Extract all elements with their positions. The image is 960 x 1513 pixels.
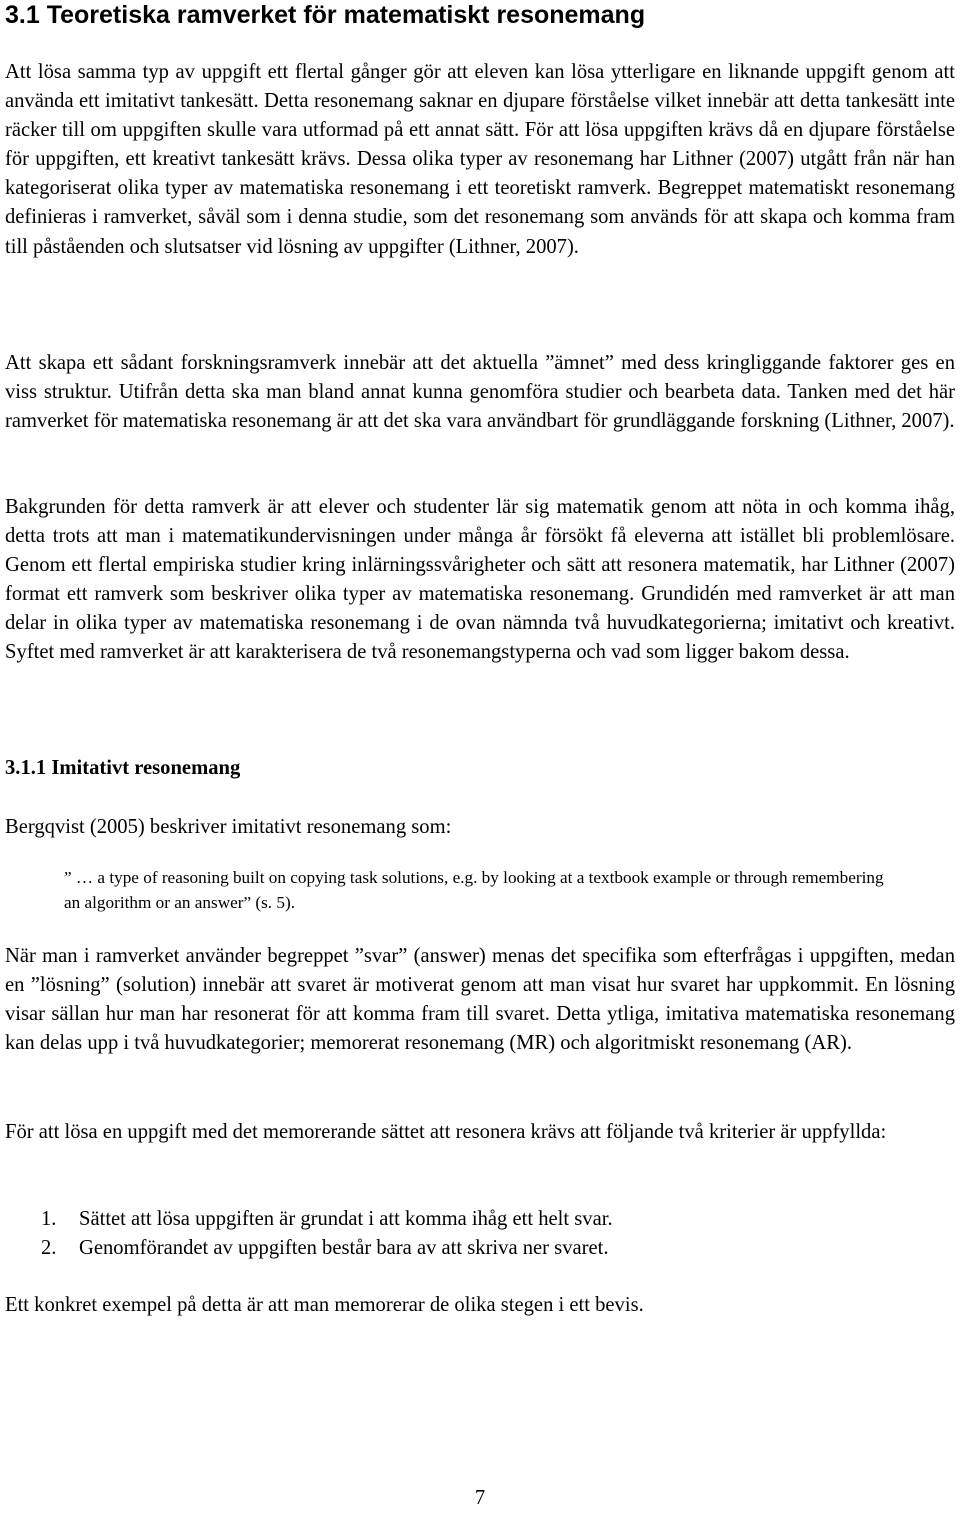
list-item-text: Sättet att lösa uppgiften är grundat i att komma ihåg ett helt svar. [79, 1208, 613, 1230]
list-item [5, 1205, 955, 1234]
paragraph-framework-structure: Att skapa ett sådant forskningsramverk innebär att det aktuella ”ämnet” med dess kringliggande faktorer ges en viss struktur. Utifrån detta ska man bland annat kunna genomföra studier och bearbeta data. Tanken med det här ramverket för matematiska resonemang är att det ska vara användbart för grundläggande forskning (Lithner, 2007). [5, 352, 955, 433]
page-number: 7 [474, 1487, 486, 1509]
list-item-text: Genomförandet av uppgiften består bara av att skriva ner svaret. [79, 1237, 609, 1259]
paragraph-framework-background: Bakgrunden för detta ramverk är att elever och studenter lär sig matematik genom att nöta in och komma ihåg, detta trots att man i matematikundervisningen under många år försökt få eleverna att istället bli problemlösare. Genom ett flertal empiriska studier kring inlärningssvårigheter och sätt att resonera matematik, har Lithner (2007) format ett ramverk som beskriver olika typer av matematiska resonemang. Grundidén med ramverket är att man delar in olika typer av matematiska resonemang i de ovan nämnda två huvudkategorierna; imitativt och kreativt. Syftet med ramverket är att karakterisera de två resonemangstyperna och vad som ligger bakom dessa. [5, 496, 955, 664]
subsection-heading: 3.1.1 Imitativt resonemang [5, 757, 241, 779]
list-item-number: 2. [41, 1237, 57, 1259]
list-item-number: 1. [41, 1208, 57, 1230]
block-quote: ” … a type of reasoning built on copying task solutions, e.g. by looking at a textbook example or through remembering an algorithm or an answer” (s. 5). [64, 868, 884, 912]
section-heading: 3.1 Teoretiska ramverket för matematiskt resonemang [5, 1, 646, 29]
paragraph-bergqvist-intro: Bergqvist (2005) beskriver imitativt resonemang som: [5, 816, 452, 838]
paragraph-imitative-intro: Att lösa samma typ av uppgift ett flertal gånger gör att eleven kan lösa ytterligare en liknande uppgift genom att använda ett imitativt tankesätt. Detta resonemang saknar en djupare förståelse vilket innebär att detta tankesätt inte räcker till om uppgiften skulle vara utformad på ett annat sätt. För att lösa uppgiften krävs då en djupare förståelse för uppgiften, ett kreativt tankesätt krävs. Dessa olika typer av resonemang har Lithner (2007) utgått från när han kategoriserat olika typer av matematiska resonemang i ett teoretiskt ramverk. Begreppet matematiskt resonemang definieras i ramverket, såväl som i denna studie, som det resonemang som används för att skapa och komma fram till påståenden och slutsatser vid lösning av uppgifter (Lithner, 2007). [5, 61, 955, 258]
paragraph-criteria-intro: För att lösa en uppgift med det memorerande sättet att resonera krävs att följande två kriterier är uppfyllda: [5, 1121, 887, 1143]
criteria-list [5, 1205, 955, 1263]
list-item [5, 1234, 955, 1263]
paragraph-example: Ett konkret exempel på detta är att man memorerar de olika stegen i ett bevis. [5, 1294, 644, 1316]
paragraph-answer-solution: När man i ramverket använder begreppet ”svar” (answer) menas det specifika som efterfrågas i uppgiften, medan en ”lösning” (solution) innebär att svaret är motiverat genom att man visat hur svaret har uppkommit. En lösning visar sällan hur man har resonerat för att komma fram till svaret. Detta ytliga, imitativa matematiska resonemang kan delas upp i två huvudkategorier; memorerat resonemang (MR) och algoritmiskt resonemang (AR). [5, 945, 955, 1055]
document-page [5, 0, 955, 1513]
